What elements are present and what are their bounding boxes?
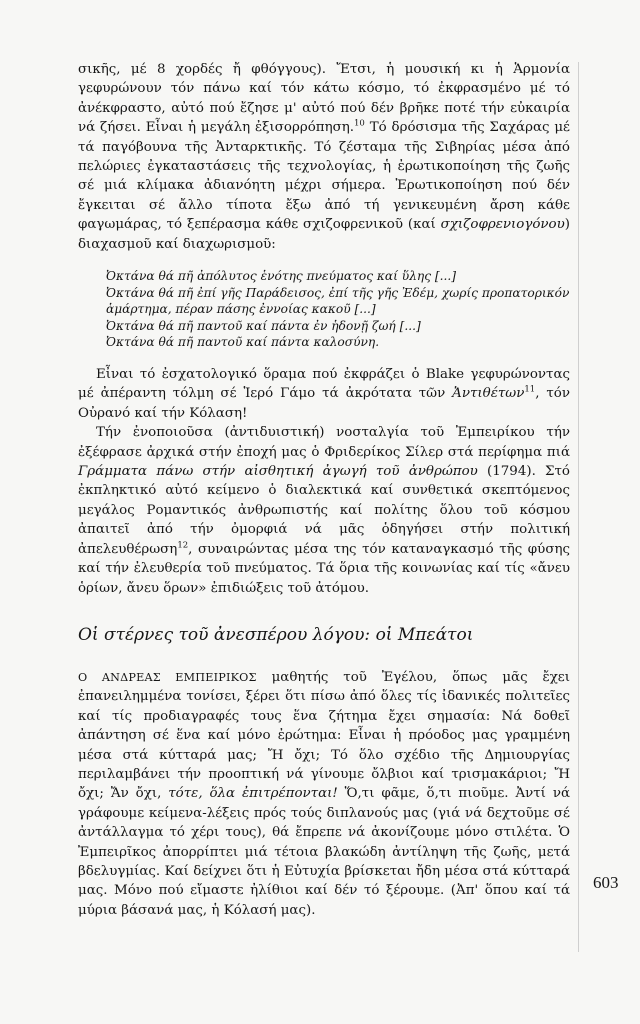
paragraph-3 (78, 423, 570, 598)
text-run: ) διαχασμοῦ καί διαχωρισμοῦ: (78, 217, 570, 252)
text-run: Τό δρόσισμα τῆς Σαχάρας μέ τά παγόβουνα τῆς Ἀνταρκτικῆς. Τό ζέσταμα τῆς Σιβηρίας μέσα ἀπό πελώριες ἐγκαταστάσεις τῆς τεχνολογίας, ἡ ἐρωτικοποίηση τῆς ζωῆς σέ μιά κλίμακα ἀδιανόητη μέχρι σήμερα. Ἐρωτικοποίηση πού δέν ἔγκειται σέ ἄλλο τίποτα ἔξω ἀπό τή γενικευμένη ἄρση κάθε φαγωμάρας, τό ξεπέρασμα κάθε σχιζοφρενικοῦ (καί (78, 120, 570, 233)
text-run: Τήν ἐνοποιοῦσα (ἀντιδυιστική) νοσταλγία τοῦ Ἐμπειρίκου τήν ἐξέφρασε ἀρχικά στήν ἐποχή μας ὁ Φριδερίκος Σίλερ στά περίφημα πιά (78, 425, 570, 460)
quote-line: Ὀκτάνα θά πῆ παντοῦ καί πάντα καλοσύνη. (106, 335, 380, 350)
page-number: 603 (593, 873, 619, 892)
paragraph-2 (78, 365, 570, 423)
footnote-ref: 11 (524, 384, 536, 395)
text-run: (1794). Στό ἐκπληκτικό αὐτό κείμενο ὁ διαλεκτικά καί συνθετικά σκεπτόμενος μεγάλος Ρομαντικός ἀνθρωπιστής καί πολίτης ὅλου τοῦ κόσμου ἀπαιτεῖ ἀπό τήν ὀμορφιά νά μᾶς ὁδηγήσει στήν πολιτική ἀπελευθέρωση (78, 464, 570, 557)
italic-run: Ἀντιθέτων (452, 386, 525, 402)
italic-run: τότε, ὅλα ἐπιτρέπονται! (168, 786, 338, 802)
text-run: , τόν Οὐρανό καί τήν Κόλαση! (78, 386, 570, 421)
quote-line: Ὀκτάνα θά πῆ παντοῦ καί πάντα ἐν ἡδονῇ ζωή [...] (106, 318, 421, 333)
paragraph-1 (78, 60, 570, 254)
smallcaps-run: Ο ΑΝΔΡΕΑΣ ΕΜΠΕΙΡΙΚΟΣ (78, 670, 257, 684)
page-body (78, 60, 570, 920)
italic-run: Γράμματα πάνω στήν αἰσθητική ἀγωγή τοῦ ἀνθρώπου (78, 464, 478, 480)
italic-run: σχιζοφρενιογόνου (440, 217, 565, 233)
text-run: Ὅ,τι φᾶμε, ὅ,τι πιοῦμε. Ἀντί νά γράφουμε κείμενα-λέξεις πρός τούς διπλανούς μας (γιά νά δεχτοῦμε σέ ἀντάλλαγμα τό χέρι τους), θά ἔπρεπε νά ἀκονίζουμε μόνο στιλέτα. Ὁ Ἐμπειρῖκος ἀπορρίπτει μιά τέτοια βλακώδη ἀντίληψη τῆς ζωῆς, μετά βδελυγμίας. Καί δείχνει ὅτι ἡ Εὐτυχία βρίσκεται ἤδη μέσα στά κύτταρά μας. Μόνο πού εἴμαστε ἠλίθιοι καί δέν τό ξέρουμε. (Ἀπ' ὅπου καί τά μύρια βάσανά μας, ἡ Κόλασή μας). (78, 786, 570, 918)
text-run: , συναιρώντας μέσα της τόν καταναγκασμό τῆς φύσης καί τήν ἐλευθερία τοῦ πνεύματος. Τά ὅρια τῆς κοινωνίας καί τίς «ἄνευ ὁρίων, ἄνευ ὅρων» ἐπιδιώξεις τοῦ ἀτόμου. (78, 541, 570, 596)
text-run: Εἶναι τό ἐσχατολογικό ὅραμα πού ἐκφράζει ὁ Blake γεφυρώνοντας μέ ἀπέραντη τόλμη σέ Ἱερό Γάμο τά ἀκρότατα τῶν (78, 367, 570, 402)
section-heading: Οἱ στέρνες τοῦ ἀνεσπέρου λόγου: οἱ Μπεάτοι (78, 624, 474, 645)
block-quote (106, 268, 570, 351)
paragraph-4 (78, 668, 570, 920)
text-run: σικῆς, μέ 8 χορδές ἤ φθόγγους). Ἔτσι, ἡ μουσική κι ἡ Ἁρμονία γεφυρώνουν τόν πάνω καί τόν κάτω κόσμο, τό ἐκφρασμένο μέ τό ἀνέκφραστο, αὐτό πού ἔζησε μ' αὐτό πού δέν βρῆκε ποτέ τήν εὐκαιρία νά ζήσει. Εἶναι ἡ μεγάλη ἐξισορρόπηση. (78, 62, 570, 136)
footnote-ref: 10 (354, 118, 365, 129)
footnote-ref: 12 (177, 540, 189, 551)
margin-rule (578, 62, 579, 952)
text-run: μαθητής τοῦ Ἐγέλου, ὅπως μᾶς ἔχει ἐπανειλημμένα τονίσει, ξέρει ὅτι πίσω ἀπό ὅλες τίς ἰδανικές πολιτεῖες καί τίς προδιαγραφές τους ἕνα ζήτημα ἔχει σημασία: Νά δοθεῖ ἀπάντηση σέ ἕνα καί μόνο ἐρώτημα: Εἶναι ἡ πρόοδος μας γραμμένη μέσα στά κύτταρά μας; Ἤ ὄχι; Τό ὅλο σχέδιο τῆς Δημιουργίας περιλαμβάνει τήν προοπτική νά γίνουμε ὄλβιοι καί τρισμακάριοι; Ἤ ὄχι; Ἄν ὄχι, (78, 669, 570, 802)
quote-line: Ὀκτάνα θά πῆ ἐπί γῆς Παράδεισος, ἐπί τῆς γῆς Ἐδέμ, χωρίς προπατορικόν ἁμάρτημα, πέραν πάσης ἐννοίας κακοῦ [...] (106, 285, 570, 317)
quote-line: Ὀκτάνα θά πῆ ἀπόλυτος ἑνότης πνεύματος καί ὕλης [...] (106, 269, 457, 284)
